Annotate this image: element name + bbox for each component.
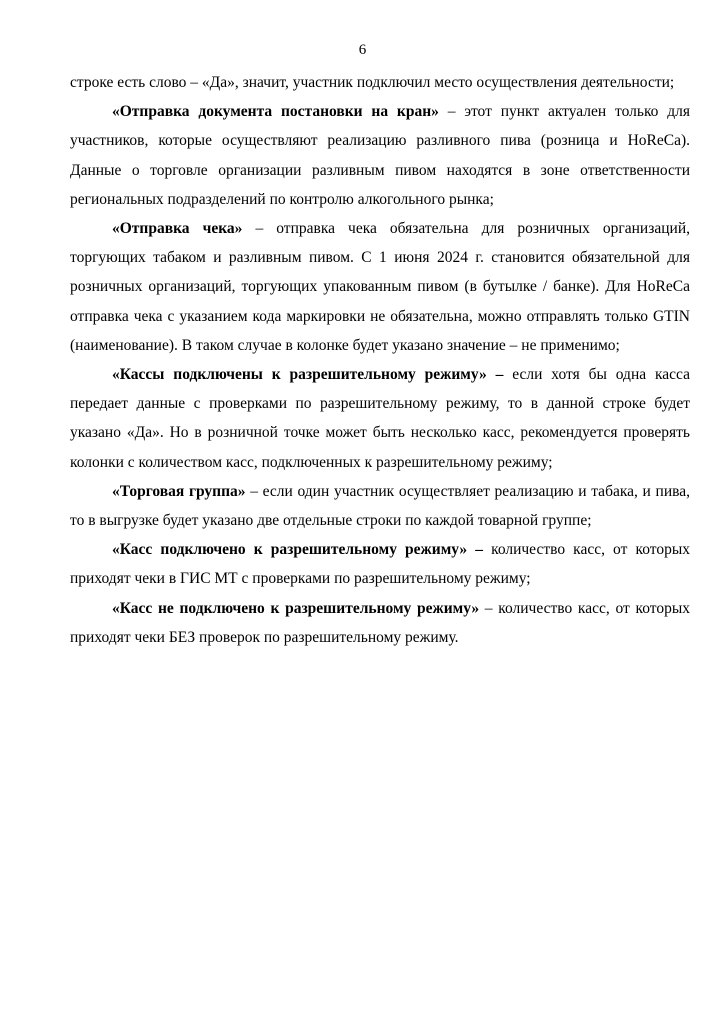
term-receipt: «Отправка чека» [112, 220, 243, 238]
paragraph-text: количество касс, от которых приходят чеки в ГИС МТ с проверками по разрешительному режиму; [70, 541, 690, 588]
term-registers-connected-count: «Касс подключено к разрешительному режиму» – [112, 541, 483, 559]
paragraph-text: – отправка чека обязательна для розничных организаций, торгующих табаком и разливным пивом. С 1 июня 2024 г. становится обязательной для розничных организаций, торгующих упакованным пивом (в бутылке / банке). Для HoReCa отправка чека с указанием кода маркировки не обязательна, можно отправлять только GTIN (наименование). В таком случае в колонке будет указано значение – не применимо; [70, 220, 690, 354]
paragraph-text: – если один участник осуществляет реализацию и табака, и пива, то в выгрузке будет указано две отдельные строки по каждой товарной группе; [70, 482, 690, 530]
paragraph-registers-not-connected-count [70, 594, 690, 652]
paragraph-trade-group [70, 477, 690, 535]
term-trade-group: «Торговая группа» [112, 482, 246, 500]
document-body [70, 68, 690, 652]
paragraph-text: строке есть слово – «Да», значит, участник подключил место осуществления деятельности; [70, 74, 675, 91]
term-registers-connected: «Кассы подключены к разрешительному режиму» – [112, 366, 504, 384]
page-number: 6 [358, 42, 367, 58]
term-registers-not-connected-count: «Касс не подключено к разрешительному режиму» [112, 599, 480, 617]
paragraph-continuation [70, 68, 690, 97]
term-tap-document: «Отправка документа постановки на кран» [112, 103, 439, 121]
paragraph-text: если хотя бы одна касса передает данные с проверками по разрешительному режиму, то в данной строке будет указано «Да». Но в розничной точке может быть несколько касс, рекомендуется проверять колонки с количеством касс, подключенных к разрешительному режиму; [70, 366, 690, 471]
paragraph-text: – количество касс, от которых приходят чеки БЕЗ проверок по разрешительному режиму. [70, 599, 690, 646]
paragraph-registers-connected [70, 360, 690, 477]
paragraph-registers-connected-count [70, 535, 690, 593]
paragraph-tap-document [70, 97, 690, 214]
paragraph-text: – этот пункт актуален только для участников, которые осуществляют реализацию разливного пива (розница и HoReCa). Данные о торговле организации разливным пивом находятся в зоне ответственности региональных подразделений по контролю алкогольного рынка; [70, 103, 691, 208]
paragraph-receipt [70, 214, 690, 360]
